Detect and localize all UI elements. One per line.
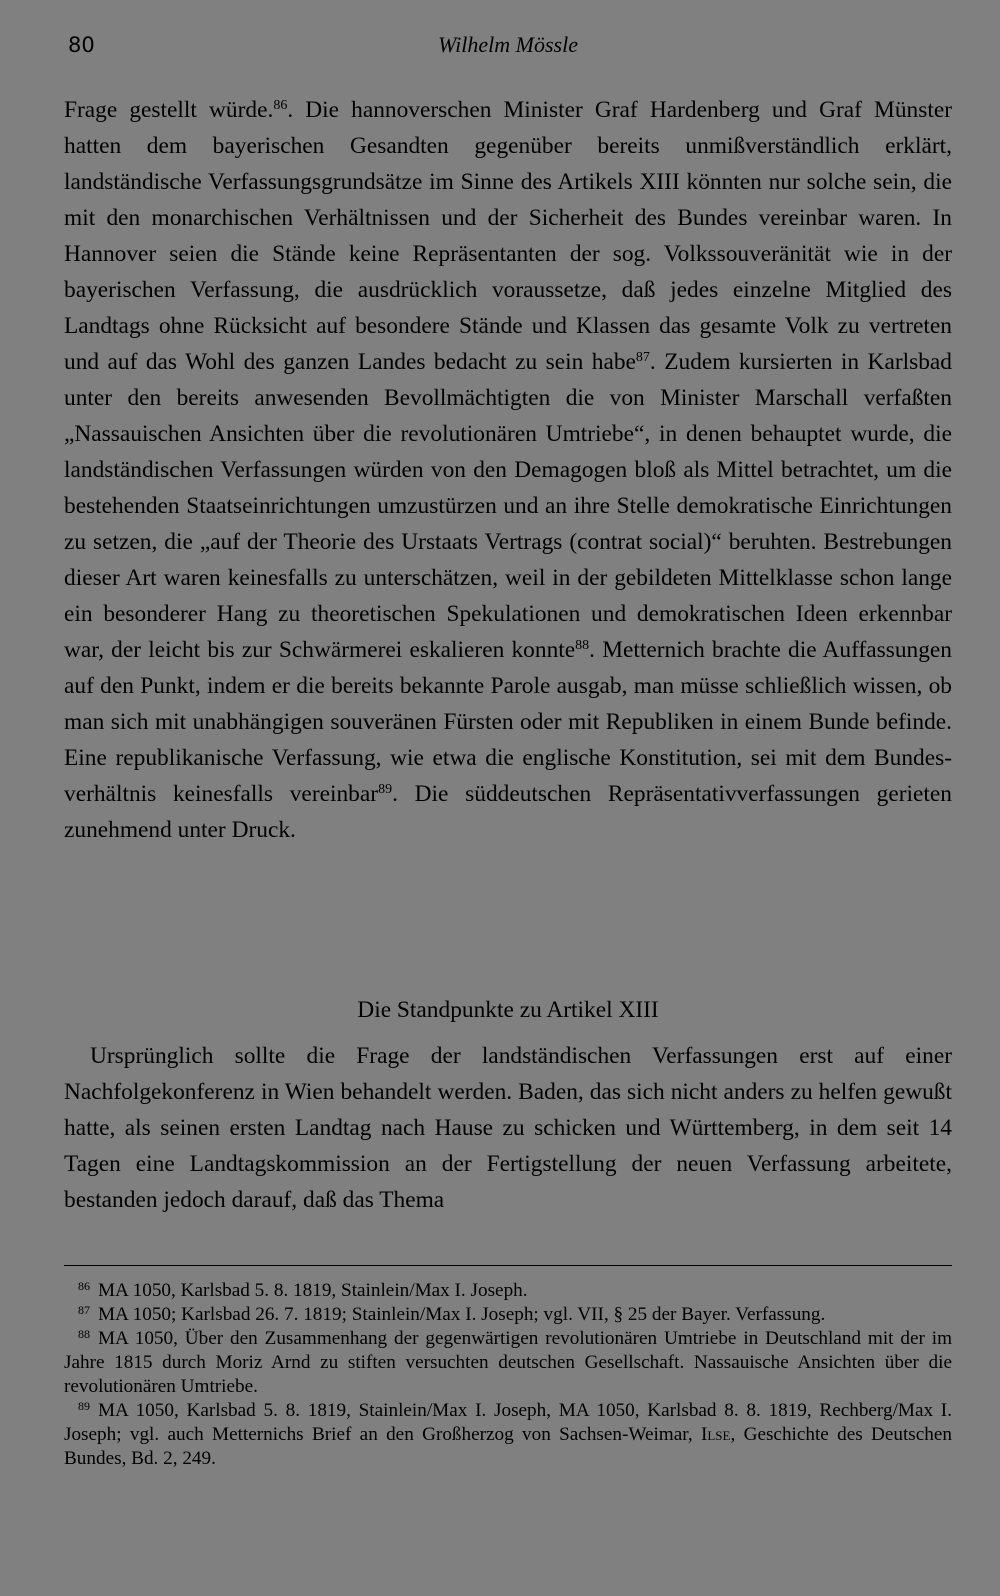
footnote-ref-89[interactable]: 89 — [378, 782, 393, 797]
paragraph: Ursprünglich sollte die Frage der landständischen Verfassungen erst auf einer Nachfolgekonferenz in Wien behandelt werden. Baden, das sich nicht anders zu helfen gewußt hatte, als seinen ersten Landtag nach Hause zu schicken und Württemberg, in dem seit 14 Tagen eine Landtagskommission an der Fertigstellung der neuen Verfassung arbeitete, bestanden jedoch darauf, daß das Thema — [64, 1043, 952, 1213]
author-name: Ilse — [700, 1424, 731, 1445]
body-paragraph-2 — [64, 1038, 952, 1218]
running-title: Wilhelm Mössle — [438, 32, 578, 57]
paragraph — [64, 92, 952, 848]
text-run: . Zudem kursierten in Karlsbad unter den bereits anwesenden Bevollmächtigten die von Minister Marschall verfaßten „Nassauischen Ansichten über die revolutionären Umtriebe“, in denen behauptet wurde, die landständischen Verfassungen würden von den Demagogen bloß als Mittel betrachtet, um die bestehenden Staatseinrichtungen umzustürzen und an ihre Stelle demokratische Einrichtungen zu setzen, die „auf der Theorie des Urstaats Vertrags (contrat social)“ beruhten. Bestrebungen dieser Art waren keinesfalls zu unterschätzen, weil in der gebildeten Mittelklasse schon lange ein besonderer Hang zu theoretischen Spekulationen und demokratischen Ideen erkennbar war, der leicht bis zur Schwärmerei eskalieren konnte — [64, 349, 952, 663]
footnote-ref-88[interactable]: 88 — [575, 638, 590, 653]
footnote-text: , Geschichte des Deutschen Bundes, Bd. 2, 249. — [64, 1424, 952, 1469]
footnote-mark: 89 — [78, 1399, 90, 1413]
body-paragraph-1 — [64, 92, 952, 848]
section-heading: Die Standpunkte zu Artikel XIII — [357, 997, 659, 1023]
footnote-text: MA 1050, Über den Zusammenhang der gegenwärtigen revolutionären Umtriebe in Deutschland mit der im Jahre 1815 durch Moriz Arnd zu stiften versuchten deutschen Gesellschaft. Nassauische Ansichten über die revolutionären Umtriebe. — [64, 1328, 952, 1397]
footnote-89 — [64, 1399, 952, 1471]
footnote-divider — [64, 1265, 952, 1266]
footnote-mark: 88 — [78, 1327, 90, 1341]
footnote-text: MA 1050; Karlsbad 26. 7. 1819; Stainlein/Max I. Joseph; vgl. VII, § 25 der Bayer. Verfassung. — [98, 1304, 826, 1325]
footnote-text: MA 1050, Karlsbad 5. 8. 1819, Stainlein/Max I. Joseph. — [98, 1280, 528, 1301]
footnote-87 — [64, 1303, 952, 1327]
footnotes — [64, 1279, 952, 1471]
running-head — [64, 30, 952, 66]
footnote-mark: 87 — [78, 1303, 90, 1317]
page-number: 80 — [68, 33, 95, 57]
footnote-ref-87[interactable]: 87 — [635, 350, 650, 365]
footnote-text: MA 1050, Karlsbad 5. 8. 1819, Stainlein/Max I. Joseph, MA 1050, Karlsbad 8. 8. 1819, Rechberg/Max I. Joseph; vgl. auch Metternichs Brief an den Großherzog von Sachsen-Weimar, — [64, 1400, 952, 1445]
footnote-ref-86[interactable]: 86 — [273, 98, 288, 113]
text-run: . Die hannoverschen Minister Graf Hardenberg und Graf Münster hatten dem bayerischen Gesandten gegenüber bereits unmißverständlich erklärt, landständische Verfassungsgrundsätze im Sinne des Artikels XIII könnten nur solche sein, die mit den monarchischen Verhältnissen und der Sicherheit des Bundes vereinbar waren. In Hannover seien die Stände keine Repräsentanten der sog. Volkssouveränität wie in der bayerischen Verfassung, die ausdrücklich voraussetze, daß jedes einzelne Mitglied des Landtags ohne Rücksicht auf besondere Stände und Klassen das gesamte Volk zu vertreten und auf das Wohl des ganzen Landes bedacht zu sein habe — [64, 97, 952, 375]
footnote-86 — [64, 1279, 952, 1303]
text-run: Frage gestellt würde. — [64, 97, 274, 123]
text-run: . Die süddeutschen Repräsentativverfassungen gerieten zunehmend unter Druck. — [64, 781, 952, 843]
text-run: . Metternich brachte die Auffassungen auf den Punkt, indem er die bereits bekannte Parole ausgab, man müsse schließlich wissen, ob man sich mit unabhängigen souveränen Fürsten oder mit Republiken in einem Bunde befinde. Eine republikanische Verfassung, wie etwa die englische Konstitution, sei mit dem Bundesverhältnis keinesfalls vereinbar — [64, 637, 952, 807]
footnote-mark: 86 — [78, 1279, 90, 1293]
footnote-88 — [64, 1327, 952, 1399]
